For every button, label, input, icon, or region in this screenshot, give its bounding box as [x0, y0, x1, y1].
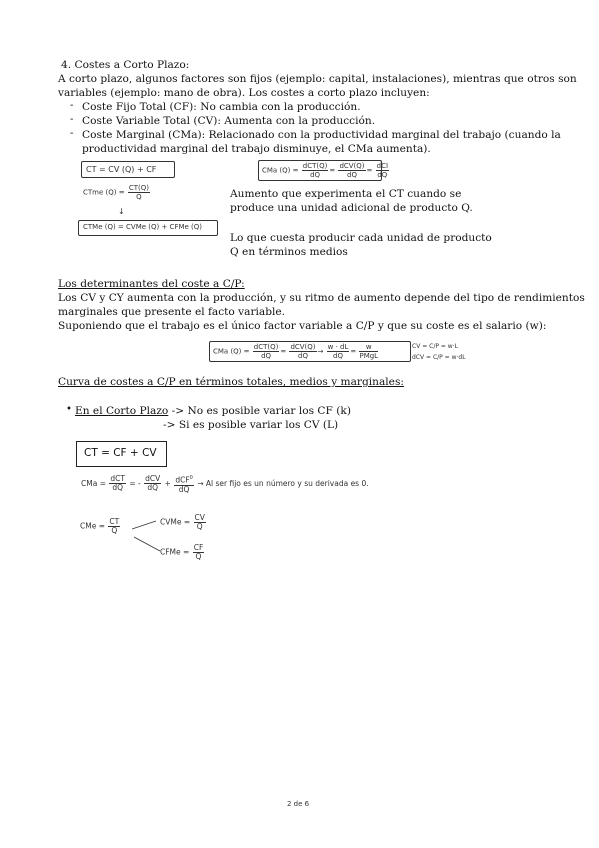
formula-cvme: CVMe = $\frac{CV}{Q}$: [160, 513, 205, 531]
bullet-dot: •: [66, 404, 72, 415]
formula-ct: CT = CV (Q) + CF: [86, 165, 157, 174]
page-number: 2 de 6: [287, 800, 310, 808]
intro-line-2: variables (ejemplo: mano de obra). Los costes a corto plazo incluyen:: [58, 87, 430, 99]
ctme-frac: $\frac{CT(Q)}{Q}$: [128, 184, 149, 201]
short-run-line-2: -> Si es posible variar los CV (L): [163, 419, 339, 431]
list-item-cf: Coste Fijo Total (CF): No cambia con la producción.: [82, 101, 361, 113]
curves-title: Curva de costes a C/P en términos totales, medios y marginales:: [58, 376, 404, 388]
formula-cma-total: CMa = $\frac{\text{dCT}}{dQ}$ = - $\frac{\text{dCV}}{dQ}$ + $\frac{dCF^0}{dQ}$ → Al ser fijo es un número y su derivada es 0.: [81, 474, 369, 494]
formula-cma-labor: CMa (Q) = $\frac{\text{dCT(Q)}}{dQ}$ = $\frac{\text{dCV(Q)}}{dQ}$ → $\frac{w \cdot dL}{dQ}$ = $\frac{w}{\text{PMgL}}$: [213, 343, 379, 360]
determinants-title: Los determinantes del coste a C/P:: [58, 278, 245, 290]
note-ctme-1: Lo que cuesta producir cada unidad de producto: [230, 232, 492, 244]
formula-cme: CMe = $\frac{CT}{Q}$: [80, 517, 120, 535]
intro-line-1: A corto plazo, algunos factores son fijos (ejemplo: capital, instalaciones), mientras que otros son: [58, 73, 577, 85]
list-item-cma: Coste Marginal (CMa): Relacionado con la productividad marginal del trabajo (cuando la: [82, 129, 561, 141]
list-dash: -: [70, 128, 74, 139]
note-cma-2: produce una unidad adicional de producto Q.: [230, 202, 473, 214]
determinants-line-3: Suponiendo que el trabajo es el único factor variable a C/P y que su coste es el salario (w):: [58, 320, 547, 332]
section-title: 4. Costes a Corto Plazo:: [61, 59, 190, 71]
list-item-cv: Coste Variable Total (CV): Aumenta con la producción.: [82, 115, 376, 127]
formula-side-2: dCV = C/P = w·dL: [412, 354, 466, 361]
formula-ct-box: [81, 161, 175, 178]
list-item-cma-cont: productividad marginal del trabajo disminuye, el CMa aumenta).: [82, 143, 431, 155]
formula-ct-sum: CT = CF + CV: [84, 447, 157, 459]
short-run-label: En el Corto Plazo: [75, 405, 169, 417]
arrow-down-icon: ↓: [118, 207, 125, 216]
formula-ctme-sum-box: [78, 220, 218, 236]
formula-ctme: [83, 184, 151, 201]
determinants-line-2: marginales que presente el facto variable.: [58, 306, 286, 318]
short-run-line-1: [75, 404, 351, 418]
short-run-line-1-rest: -> No es posible variar los CF (k): [168, 405, 351, 417]
note-ctme-2: Q en términos medios: [230, 246, 348, 258]
note-cma-1: Aumento que experimenta el CT cuando se: [230, 188, 462, 200]
ctme-lhs: CTme (Q) =: [83, 188, 125, 197]
formula-cma-box: [258, 160, 389, 181]
determinants-line-1: Los CV y CY aumenta con la producción, y su ritmo de aumento depende del tipo de rendimientos: [58, 292, 585, 304]
list-dash: -: [70, 114, 74, 125]
list-dash: -: [70, 100, 74, 111]
formula-cma-labor-box: [209, 341, 411, 362]
formula-cfme: CFMe = $\frac{CF}{Q}$: [160, 543, 204, 561]
formula-ct-sum-box: [76, 441, 167, 467]
formula-side-1: CV = C/P = w·L: [412, 343, 458, 350]
formula-ctme-sum: CTMe (Q) = CVMe (Q) + CFMe (Q): [83, 223, 203, 231]
formula-cma: CMa (Q) = $\frac{\text{dCT(Q)}}{dQ}$ = $\frac{\text{dCV(Q)}}{dQ}$ = $\frac{\text{dCI}}{dQ}$: [262, 162, 389, 179]
